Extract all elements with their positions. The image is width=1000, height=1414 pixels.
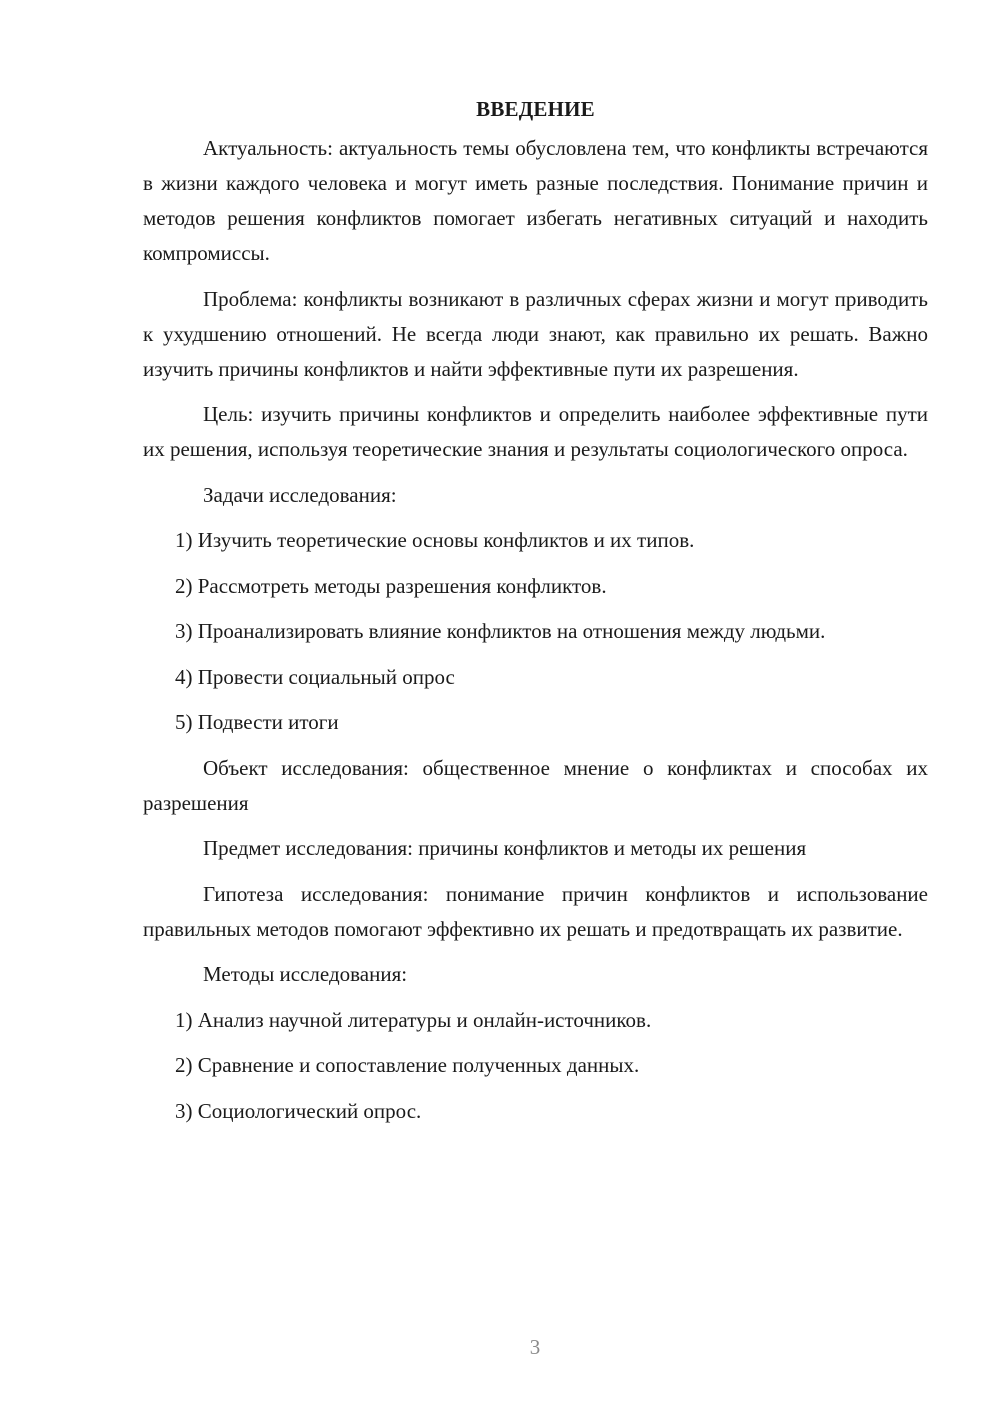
task-item: 4) Провести социальный опрос (175, 664, 455, 689)
task-item: 1) Изучить теоретические основы конфликтов и их типов. (175, 528, 695, 552)
page-number: 3 (529, 1335, 541, 1359)
paragraph-goal: Цель: изучить причины конфликтов и определить наиболее эффективные пути их решения, используя теоретические знания и результаты социологического опроса. (143, 402, 928, 461)
method-item: 2) Сравнение и сопоставление полученных данных. (175, 1053, 640, 1077)
section-title: ВВЕДЕНИЕ (476, 97, 595, 121)
paragraph-hypothesis: Гипотеза исследования: понимание причин конфликтов и использование правильных методов помогают эффективно их решать и предотвращать их развитие. (143, 881, 928, 941)
method-item: 3) Социологический опрос. (175, 1098, 422, 1123)
paragraph-object: Объект исследования: общественное мнение о конфликтах и способах их разрешения (143, 755, 928, 815)
task-item: 2) Рассмотреть методы разрешения конфликтов. (175, 573, 607, 598)
methods-heading: Методы исследования: (203, 962, 408, 986)
method-item: 1) Анализ научной литературы и онлайн-источников. (175, 1007, 652, 1032)
tasks-heading: Задачи исследования: (203, 482, 397, 507)
paragraph-relevance: Актуальность: актуальность темы обусловлена тем, что конфликты встречаются в жизни каждого человека и могут иметь разные последствия. Понимание причин и методов решения конфликтов помогает избегать негативных ситуаций и находить компромиссы. (143, 136, 928, 265)
paragraph-subject: Предмет исследования: причины конфликтов и методы их решения (203, 836, 807, 860)
task-item: 5) Подвести итоги (175, 710, 339, 734)
task-item: 3) Проанализировать влияние конфликтов на отношения между людьми. (175, 619, 826, 643)
document-page (143, 92, 928, 1139)
paragraph-problem: Проблема: конфликты возникают в различных сферах жизни и могут приводить к ухудшению отношений. Не всегда люди знают, как правильно их решать. Важно изучить причины конфликтов и найти эффективные пути их разрешения. (143, 286, 928, 381)
